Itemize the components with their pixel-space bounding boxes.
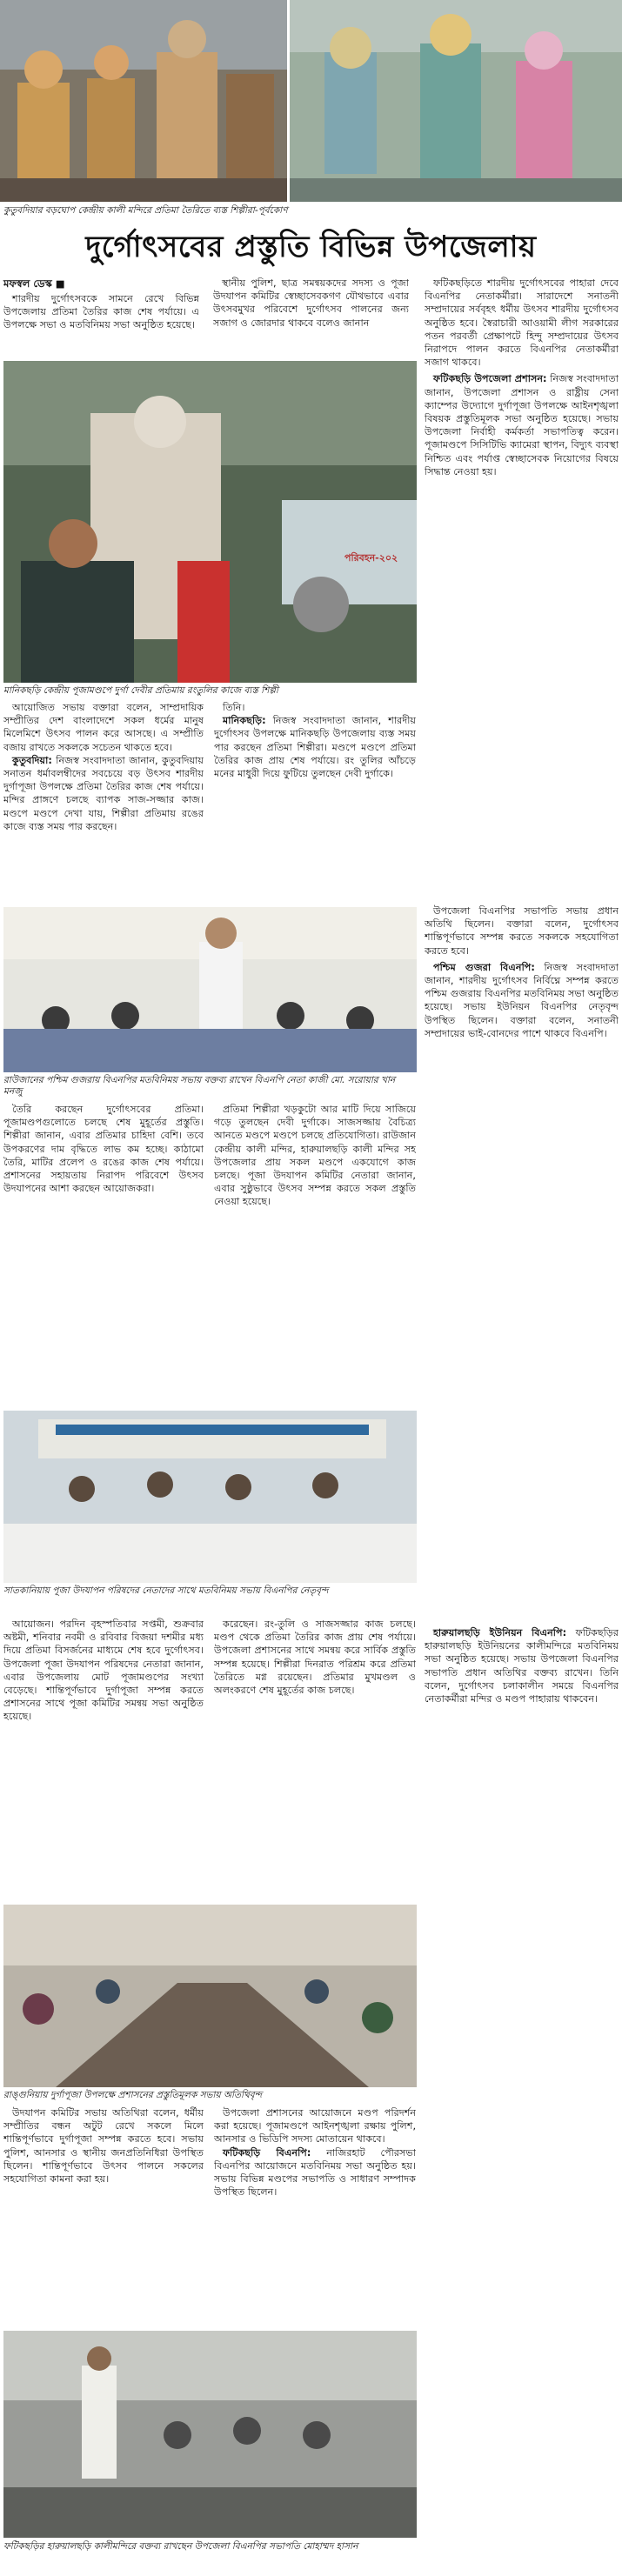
bot-col-2-text: উপজেলা প্রশাসনের আয়োজনে মণ্ডপ পরিদর্শন করা হয়েছে। পূজামণ্ডপে আইনশৃঙ্খলা রক্ষায় পুলিশ, আনসার ও ভিডিপি সদস্য মোতায়েন থাকবে। [214, 2107, 416, 2146]
bot-col-2 [214, 2106, 416, 2324]
top-photo-caption: কুতুবদিয়ার বড়ঘোপ কেন্দ্রীয় কালী মন্দিরে প্রতিমা তৈরিতে ব্যস্ত শিল্পীরা-পূর্বকোণ [3, 205, 288, 216]
low-col-3 [425, 1626, 619, 2539]
satkania-photo [3, 1411, 417, 1583]
bottom-photo [3, 2331, 417, 2538]
meeting-image [3, 907, 417, 1072]
fatikchhari-admin-body: নিজস্ব সংবাদদাতা জানান, উপজেলা প্রশাসন ও রাষ্ট্রীয় সেনা ক্যাম্পের উদ্যোগে দুর্গাপূজা উপলক্ষে আইনশৃঙ্খলা বিষয়ক প্রস্তুতিমূলক সভা অনুষ্ঠিত হয়েছে। সভায় উপজেলা নির্বাহী কর্মকর্তা সভাপতিত্ব করেন। পূজামণ্ডপে সিসিটিভি ক্যামেরা স্থাপন, বিদ্যুৎ ব্যবস্থা নিশ্চিত এবং পর্যাপ্ত স্বেচ্ছাসেবক নিয়োগের বিষয়ে সিদ্ধান্ত নেওয়া হয়। [425, 373, 619, 477]
manikchhari-body: নিজস্ব সংবাদদাতা জানান, শারদীয় দুর্গোৎসব উপলক্ষে মানিকছড়ি উপজেলায় ব্যস্ত সময় পার করছেন প্রতিমা শিল্পীরা। মণ্ডপে মণ্ডপে প্রতিমা তৈরির কাজ প্রায় শেষ পর্যায়ে। রং তুলির আঁচড়ে মনের মাধুরী দিয়ে ফুটিয়ে তুলছেন দেবী দুর্গাকে। [214, 715, 416, 780]
mid-text-col-2 [214, 701, 416, 901]
middle-photo [3, 361, 417, 683]
photo-banner-text: পরিবহন-২০২ [344, 552, 398, 564]
conference-table-image [3, 1905, 417, 2087]
durga-idol-image [3, 361, 417, 683]
mid-col-2 [214, 1103, 416, 1407]
pashchim-gujra-body: নিজস্ব সংবাদদাতা জানান, শারদীয় দুর্গোৎসব নির্বিঘ্নে সম্পন্ন করতে পশ্চিম গুজরায় বিএনপির মতবিনিময় সভা অনুষ্ঠিত হয়েছে। সভায় ইউনিয়ন বিএনপির নেতৃবৃন্দ উপস্থিত ছিলেন। বক্তারা বলেন, সনাতনী সম্প্রদায়ের ভাই-বোনদের পাশে থাকবে বিএনপি। [425, 961, 619, 1039]
pashchim-gujra-head: পশ্চিম গুজরা বিএনপি: [433, 961, 535, 973]
mid-text-col-1 [3, 701, 204, 901]
kutubdia-head: কুতুবদিয়া: [12, 754, 52, 766]
low-col-1 [3, 1618, 204, 1905]
mid-col-1-text: তৈরি করছেন দুর্গোৎসবের প্রতিমা। পূজামণ্ডপগুলোতে চলছে শেষ মুহূর্তের প্রস্তুতি। শিল্পীরা জানান, এবার প্রতিমার চাহিদা বেশি। তবে উপকরণের দাম বৃদ্ধিতে লাভ কম হচ্ছে। কাঠামো তৈরি, মাটির প্রলেপ ও রঙের কাজ শেষ পর্যায়ে। প্রশাসনের সহায়তায় নিরাপদ পরিবেশে উৎসব উদযাপনের আশা করছেন আয়োজকরা। [3, 1104, 204, 1195]
byline: মফস্বল ডেস্ক ■ [3, 277, 65, 290]
kutubdia-body: নিজস্ব সংবাদদাতা জানান, কুতুবদিয়ায় সনাতন ধর্মাবলম্বীদের সবচেয়ে বড় উৎসব শারদীয় দুর্গাপূজা উপলক্ষে প্রতিমা তৈরির কাজ শেষ পর্যায়ে। মন্দির প্রাঙ্গণে চলছে ব্যাপক সাজ-সজ্জার কাজ। মণ্ডপে মণ্ডপে দেখা যায়, শিল্পীরা প্রতিমায় রঙের কাজে ব্যস্ত সময় পার করছেন। [3, 754, 204, 832]
intro-col-2-text: স্থানীয় পুলিশ, ছাত্র সমন্বয়কদের সদস্য ও পূজা উদযাপন কমিটির স্বেচ্ছাসেবকগণ যৌথভাবে এবার উৎসবমুখর পরিবেশে দুর্গোৎসব পালনের জন্য সজাগ ও জোরদার থাকবে বলেও জানান [213, 277, 409, 329]
intro-col-1-text: শারদীয় দুর্গোৎসবকে সামনে রেখে বিভিন্ন উপজেলায় প্রতিমা তৈরির কাজ শেষ পর্যায়ে। এ উপলক্ষে সভা ও মতবিনিময় সভা অনুষ্ঠিত হয়েছে। [3, 293, 199, 331]
banner-meeting-image [3, 1411, 417, 1583]
intro-col-3 [425, 277, 619, 901]
satkania-photo-caption: সাতকানিয়ায় পূজা উদযাপন পরিষদের নেতাদের সাথে মতবিনিময় সভায় বিএনপির নেতৃবৃন্দ [3, 1585, 329, 1596]
low-col-2-text: করেছেন। রং-তুলি ও সাজসজ্জার কাজ চলছে। মণ্ডপ থেকে প্রতিমা তৈরির কাজ প্রায় শেষ পর্যায়ে। উপজেলা প্রশাসনের সাথে সমন্বয় করে সার্বিক প্রস্তুতি সম্পন্ন হয়েছে। শিল্পীরা দিনরাত পরিশ্রম করে প্রতিমা তৈরিতে মগ্ন রয়েছেন। প্রতিমার মুখমণ্ডল ও অলংকরণে শেষ মুহূর্তের কাজ চলছে। [214, 1618, 416, 1697]
meeting-photo-caption: রাঙ্গুনিয়ায় দুর্গাপূজা উপলক্ষে প্রশাসনের প্রস্তুতিমূলক সভায় অতিথিবৃন্দ [3, 2090, 263, 2100]
fatikchhari-admin-head: ফটিকছড়ি উপজেলা প্রশাসন: [433, 373, 547, 385]
col2-a: তিনি। [223, 702, 245, 713]
intro-col-2 [213, 277, 409, 357]
mid-col-1 [3, 1103, 204, 1407]
rangunia-photo-caption: রাউজানের পশ্চিম গুজরায় বিএনপির মতবিনিময় সভায় বক্তব্য রাখেন বিএনপি নেতা কাজী মো. সরোয়ার খান মনজু [3, 1075, 396, 1097]
middle-photo-caption: মানিকছড়ি কেন্দ্রীয় পূজামণ্ডপে দুর্গা দেবীর প্রতিমায় রংতুলির কাজে ব্যস্ত শিল্পী [3, 685, 278, 696]
intro-col-3-text: ফটিকছড়িতে শারদীয় দুর্গোৎসবের পাহারা দেবে বিএনপির নেতাকর্মীরা। সারাদেশে সনাতনী সম্প্রদায়ের সর্ববৃহৎ ধর্মীয় উৎসব শারদীয় দুর্গোৎসব অনুষ্ঠিত হবে। স্বৈরাচারী আওয়ামী লীগ সরকারের পতন পরবর্তী প্রেক্ষাপটে হিন্দু সম্প্রদায়ের উৎসব নিরাপদে পালন করতে বিএনপির নেতাকর্মীরা সজাগ থাকবে। [425, 277, 619, 369]
top-photo-left [0, 0, 287, 202]
low-col-1-text: আয়োজন। পরদিন বৃহস্পতিবার সপ্তমী, শুক্রবার অষ্টমী, শনিবার নবমী ও রবিবার বিজয়া দশমীর মধ্য দিয়ে প্রতিমা বিসর্জনের মাধ্যমে শেষ হবে দুর্গোৎসব। উপজেলা পূজা উদযাপন পরিষদের নেতারা জানান, এবার উপজেলায় মোট পূজামণ্ডপের সংখ্যা বেড়েছে। শান্তিপূর্ণভাবে দুর্গাপূজা সম্পন্ন করতে প্রশাসনের সাথে পূজা কমিটির সমন্বয় সভা অনুষ্ঠিত হয়েছে। [3, 1618, 204, 1723]
rangunia-meeting-photo [3, 1905, 417, 2087]
low-col-2 [214, 1618, 416, 1905]
bot-col-1-text: উদযাপন কমিটির সভায় অতিথিরা বলেন, ধর্মীয় সম্প্রীতির বন্ধন অটুট রেখে সকলে মিলে শান্তিপূর্ণভাবে দুর্গাপূজা সম্পন্ন করতে হবে। সভায় পুলিশ, আনসার ও স্থানীয় জনপ্রতিনিধিরা উপস্থিত ছিলেন। শান্তিপূর্ণভাবে উৎসব পালনে সকলের সহযোগিতা কামনা করা হয়। [3, 2107, 204, 2186]
mid-col-3-text: উপজেলা বিএনপির সভাপতি সভায় প্রধান অতিথি ছিলেন। বক্তারা বলেন, দুর্গোৎসব শান্তিপূর্ণভাবে সম্পন্ন করতে সকলকে সহযোগিতা করতে হবে। [425, 905, 619, 957]
fatikchhari-bnp-head: ফটিকছড়ি বিএনপি: [223, 2146, 311, 2159]
rangunia-photo [3, 907, 417, 1072]
intro-col-1 [3, 292, 199, 357]
temple-gathering-image [3, 2331, 417, 2538]
mid-col-3 [425, 904, 619, 1618]
bottom-photo-caption: ফটিকছড়ির হারুয়ালছড়ি কালীমন্দিরে বক্তব্য রাখছেন উপজেলা বিএনপির সভাপতি মোহাম্মদ হাসান [3, 2541, 358, 2552]
idol-workshop-image [0, 0, 287, 202]
col1-a: আয়োজিত সভায় বক্তারা বলেন, সাম্প্রদায়িক সম্প্রীতির দেশ বাংলাদেশে সকল ধর্মের মানুষ মিলেমিশে উৎসব পালন করে আসছে। এ সম্প্রীতি বজায় রাখতে সকলকে সচেতন থাকতে হবে। [3, 702, 204, 753]
bot-col-1 [3, 2106, 204, 2324]
haruyalchhari-head: হারুয়ালছড়ি ইউনিয়ন বিএনপি: [433, 1627, 567, 1638]
headline: দুর্গোৎসবের প্রস্তুতি বিভিন্ন উপজেলায় [85, 230, 537, 264]
mid-col-2-text: প্রতিমা শিল্পীরা খড়কুটো আর মাটি দিয়ে সাজিয়ে গড়ে তুলছেন দেবী দুর্গাকে। সাজসজ্জায় বৈচিত্র্য আনতে মণ্ডপে মণ্ডপে চলছে প্রতিযোগিতা। রাউজান কেন্দ্রীয় কালী মন্দির, হারুয়ালছড়ি কালী মন্দির সহ উপজেলার প্রায় সকল মণ্ডপে একযোগে কাজ চলছে। পূজা উদযাপন কমিটির নেতারা জানান, এবার সুষ্ঠুভাবে উৎসব সম্পন্ন করতে সকল প্রস্তুতি নেওয়া হয়েছে। [214, 1104, 416, 1208]
manikchhari-head: মানিকছড়ি: [223, 715, 266, 727]
fatikchhari-bnp-body: নাজিরহাট পৌরসভা বিএনপির আয়োজনে মতবিনিময় সভা অনুষ্ঠিত হয়। সভায় বিভিন্ন মণ্ডপের সভাপতি ও সাধারণ সম্পাদক উপস্থিত ছিলেন। [214, 2146, 416, 2199]
top-photo-right [290, 0, 622, 202]
haruyalchhari-body: ফটিকছড়ির হারুয়ালছড়ি ইউনিয়নের কালীমন্দিরে মতবিনিময় সভা অনুষ্ঠিত হয়েছে। সভায় উপজেলা বিএনপির সভাপতি প্রধান অতিথির বক্তব্য রাখেন। তিনি বলেন, দুর্গোৎসব চলাকালীন সময়ে বিএনপির নেতাকর্মীরা মন্দির ও মণ্ডপ পাহারায় থাকবেন। [425, 1627, 619, 1705]
clay-idols-image [290, 0, 622, 202]
